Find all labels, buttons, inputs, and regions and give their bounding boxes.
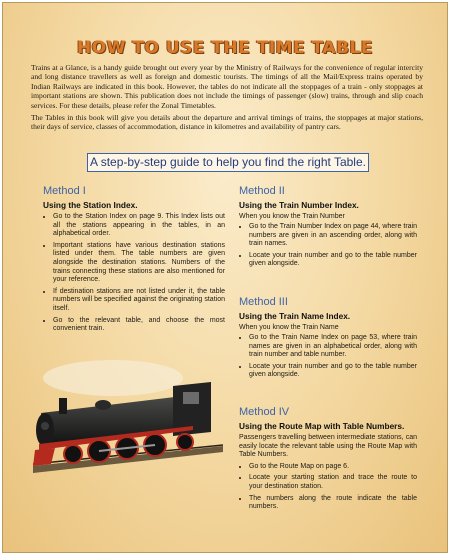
list-item: • Locate your train number and go to the table number given alongside. — [249, 252, 417, 269]
list-item: • If destination stations are not listed under it, the table numbers will be specified against the originating station itself. — [53, 288, 225, 314]
method-2-condition: When you know the Train Number — [239, 213, 345, 220]
intro-paragraph: Trains at a Glance, is a handy guide brought out every year by the Ministry of Railways for the convenience of regular intercity and long distance travellers as well as foreign and domestic tourists. The timings of all the Mail/Express trains operated by Indian Railways are indicated in this book. However, the tables do not indicate all the stoppages of a train - only stoppages at important stations are shown. This publication does not include the timings of passenger (slow) trains, through and slip coach services. For these details, please refer the Zonal Timetables. — [31, 63, 423, 110]
list-item: • Locate your train number and go to the table number given alongside. — [249, 363, 417, 380]
method-1-subtitle: Using the Station Index. — [43, 200, 138, 210]
list-item: • Go to the Route Map on page 6. — [249, 463, 417, 472]
method-2-subtitle: Using the Train Number Index. — [239, 200, 359, 210]
list-item: • Go to the Train Number Index on page 44, where train numbers are given in an ascending order, along with train names. — [249, 223, 417, 249]
method-4-subtitle: Using the Route Map with Table Numbers. — [239, 421, 405, 431]
method-3-condition: When you know the Train Name — [239, 324, 339, 331]
list-item: • Important stations have various destination stations listed under them. The table numbers are given alongside the destination stations. Numbers of the trains connecting these stations are also mentioned for your reference. — [53, 242, 225, 285]
timetable-guide-page — [2, 2, 448, 553]
method-1-list — [43, 213, 225, 334]
intro-paragraph: The Tables in this book will give you details about the departure and arrival timings of trains, the stoppages at major stations, their days of service, classes of accommodation, distance in kilometres and availability of pantry cars. — [31, 113, 423, 132]
method-3-subtitle: Using the Train Name Index. — [239, 311, 351, 321]
method-3-title: Method III — [239, 296, 288, 308]
list-item: • Go to the Station Index on page 9. This Index lists out all the stations appearing in the tables, in an alphabetical order. — [53, 213, 225, 239]
method-4-condition: Passengers travelling between intermediate stations, can easily locate the relevant table using the Route Map with Table Numbers. — [239, 434, 417, 459]
method-1-title: Method I — [43, 185, 86, 197]
method-2-title: Method II — [239, 185, 285, 197]
method-4-title: Method IV — [239, 406, 290, 418]
method-1 — [43, 185, 225, 337]
steam-locomotive-image — [33, 358, 223, 473]
method-3 — [239, 296, 417, 383]
list-item: • Go to the relevant table, and choose the most convenient train. — [53, 317, 225, 334]
method-2 — [239, 185, 417, 272]
method-4 — [239, 406, 417, 515]
list-item: • Go to the Train Name Index on page 53, where train names are given in an alphabetical order, along with train number and table number. — [249, 334, 417, 360]
step-guide-heading: A step-by-step guide to help you find the right Table. — [87, 153, 369, 172]
intro-text — [31, 63, 423, 135]
method-2-list — [239, 223, 417, 269]
list-item: • The numbers along the route indicate the table numbers. — [249, 495, 417, 512]
method-3-list — [239, 334, 417, 380]
list-item: • Locate your starting station and trace the route to your destination station. — [249, 474, 417, 491]
page-title: HOW TO USE THE TIME TABLE — [77, 38, 373, 58]
method-4-list — [239, 463, 417, 512]
